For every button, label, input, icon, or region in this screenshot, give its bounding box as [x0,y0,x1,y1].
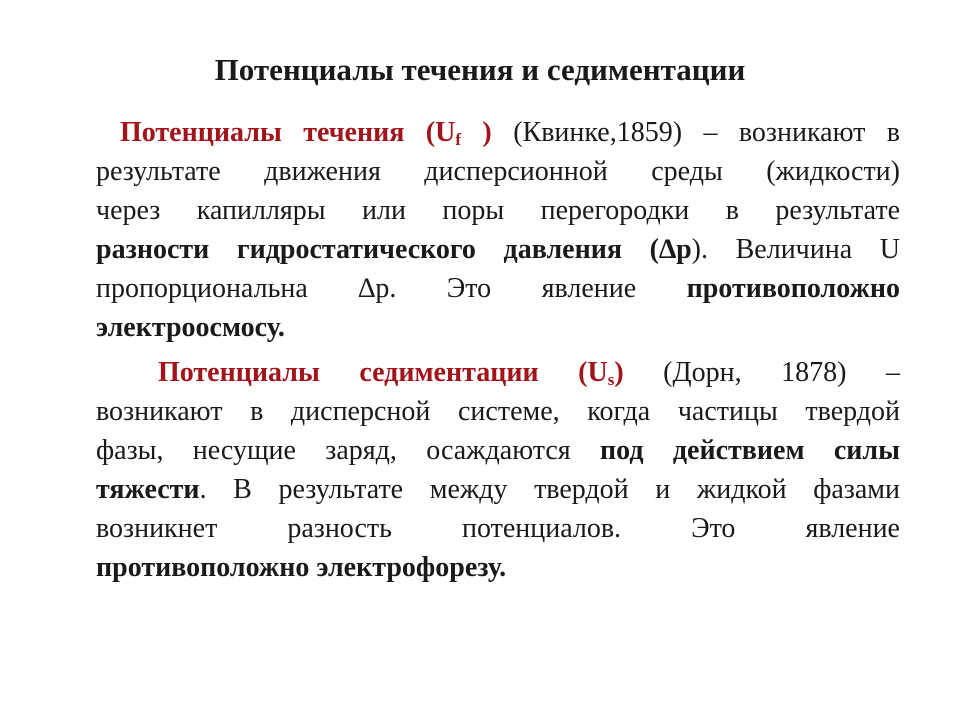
sed-term-text: Потенциалы седиментации (U [158,357,608,388]
p1-line-6-bold: электроосмосу. [96,312,285,343]
flow-term-close: ) [461,117,492,148]
p2-line-3 [96,430,900,472]
p2-line-6 [96,547,900,589]
p1-line-1-text: (Квинке,1859) – возникают в [491,117,900,148]
p1-line-5 [96,268,900,310]
p1-line-4 [96,229,900,271]
p1-line-1 [120,112,900,154]
flow-term-text: Потенциалы течения (U [120,117,456,148]
p2-line-3-bold: под действием силы [600,435,901,466]
p1-line-2: результате движения дисперсионной среды (жидкости) [96,156,900,187]
sed-term-subscript: s [607,370,615,389]
p1-line-3: через капилляры или поры перегородки в результате [96,195,900,226]
flow-potential-term [120,117,492,148]
p2-line-1 [158,352,900,394]
p1-line-4-bold: разности гидростатического давления (∆р [96,234,692,265]
p2-line-1-text: (Дорн, 1878) – [623,357,900,388]
sedimentation-potential-term [158,357,624,388]
p2-line-3-text: фазы, несущие заряд, осаждаются [96,435,600,466]
p2-line-6-bold: противоположно электрофорезу. [96,552,507,583]
p2-line-4 [96,469,900,511]
p1-line-5-text: пропорциональна ∆р. Это явление [96,273,687,304]
p2-line-4-bold: тяжести [96,474,200,505]
sed-term-close: ) [614,357,624,388]
p1-line-4-text: ). Величина U [691,234,900,265]
p1-line-6 [96,307,900,349]
p2-line-5: возникнет разность потенциалов. Это явление [96,513,900,544]
flow-term-subscript: f [455,130,461,149]
slide-title: Потенциалы течения и седиментации [214,52,746,87]
p1-line-5-bold: противоположно [686,273,900,304]
p2-line-4-text: . В результате между твердой и жидкой фазами [199,474,900,505]
p2-line-2: возникают в дисперсной системе, когда частицы твердой [96,396,900,427]
